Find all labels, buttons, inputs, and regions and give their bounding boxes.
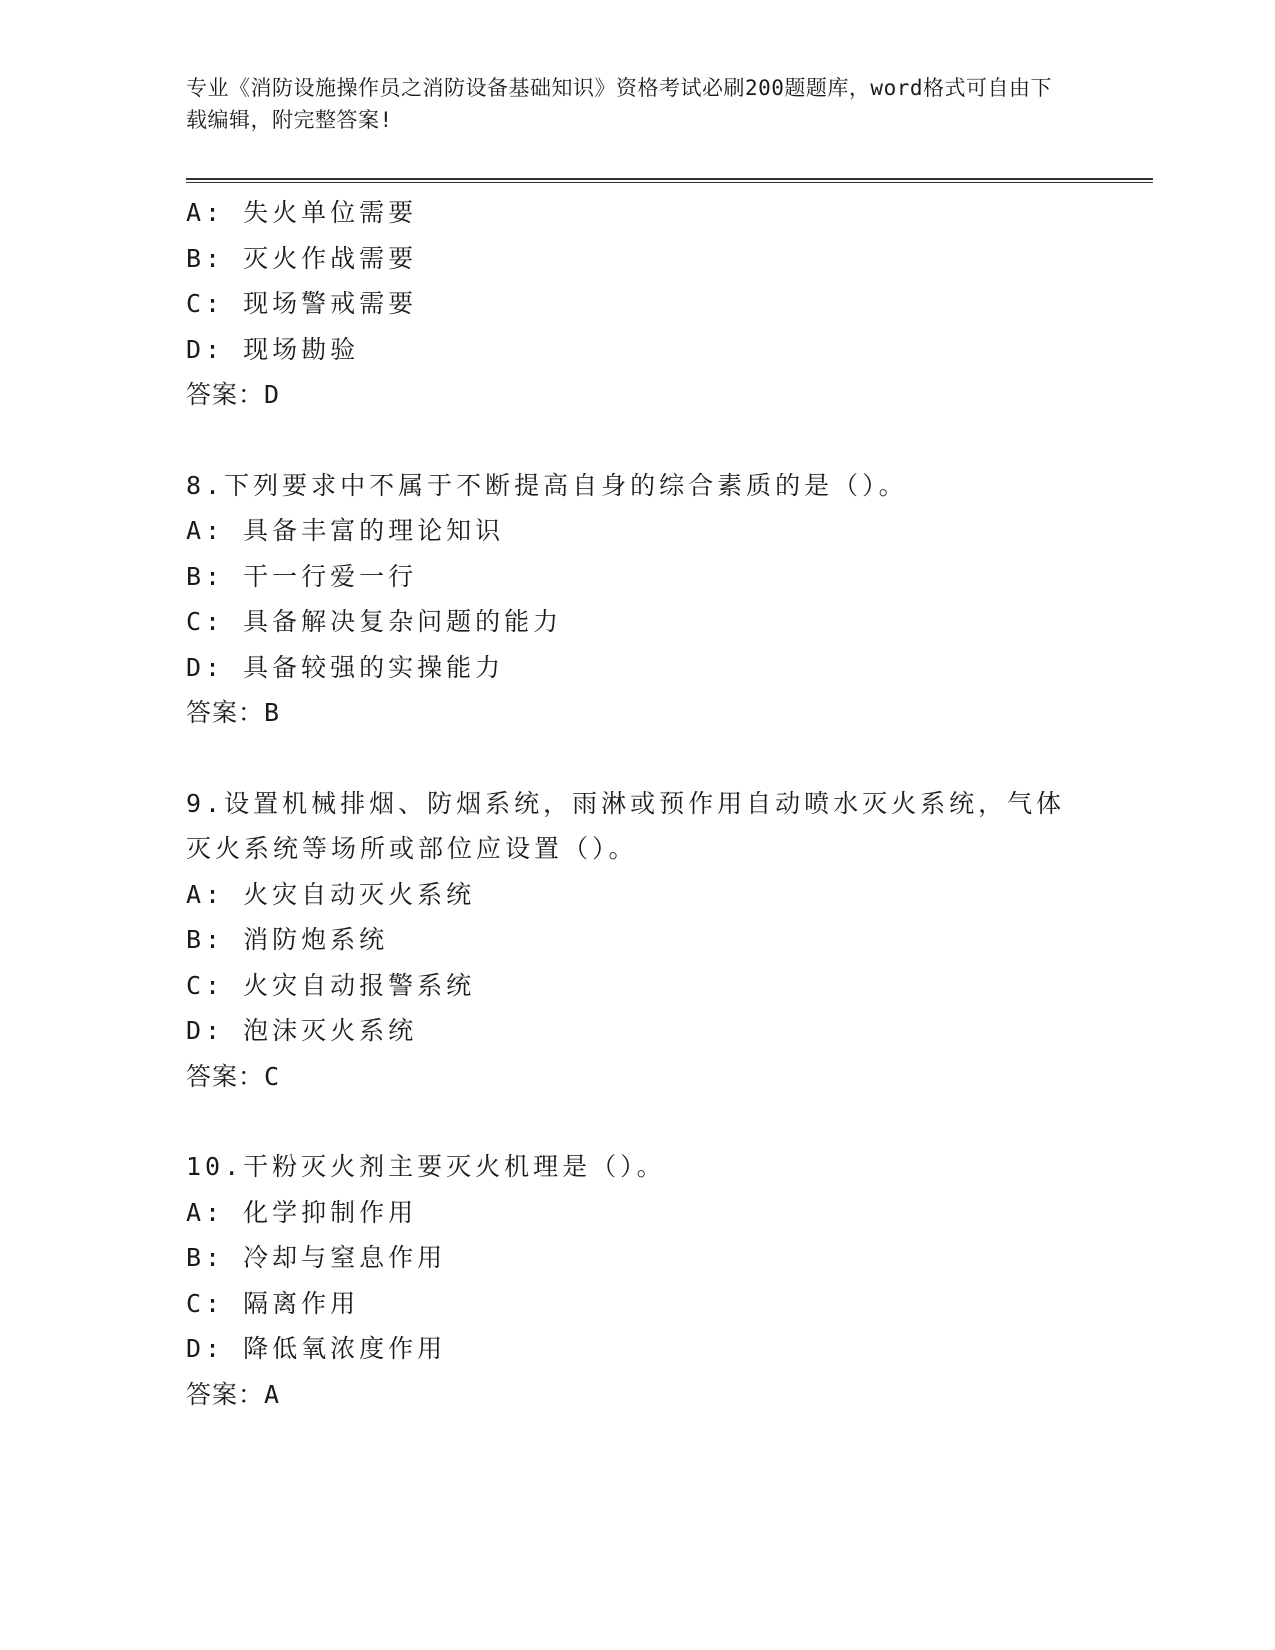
- answer: 答案：D: [186, 380, 281, 409]
- question-7: [186, 190, 1086, 418]
- option-d: D: 降低氧浓度作用: [186, 1334, 447, 1363]
- header-rule-thin: [186, 182, 1153, 183]
- option-b: B: 干一行爱一行: [186, 561, 418, 591]
- option-c: C: 火灾自动报警系统: [186, 970, 476, 1000]
- answer: 答案：C: [186, 1061, 281, 1091]
- option-c: C: 隔离作用: [186, 1288, 360, 1318]
- option-d: D: 现场勘验: [186, 334, 360, 364]
- question-text-line-2: 灭火系统等场所或部位应设置（）。: [186, 834, 638, 863]
- page-header: 专业《消防设施操作员之消防设备基础知识》资格考试必刷200题题库，word格式可自由下载编辑，附完整答案!: [186, 76, 1052, 132]
- question-9: [186, 781, 1086, 1100]
- question-10: [186, 1144, 1086, 1417]
- question-text: 8.下列要求中不属于不断提高自身的综合素质的是（）。: [186, 470, 908, 500]
- question-text: 10.干粉灭火剂主要灭火机理是（）。: [186, 1152, 666, 1181]
- option-a: A: 具备丰富的理论知识: [186, 516, 505, 545]
- option-a: A: 火灾自动灭火系统: [186, 879, 476, 909]
- spacer: [186, 1099, 1086, 1144]
- option-b: B: 消防炮系统: [186, 925, 389, 954]
- option-a: A: 化学抑制作用: [186, 1197, 418, 1227]
- option-b: B: 冷却与窒息作用: [186, 1243, 447, 1272]
- option-c: C: 具备解决复杂问题的能力: [186, 607, 563, 636]
- spacer: [186, 418, 1086, 463]
- question-8: [186, 463, 1086, 736]
- option-c: C: 现场警戒需要: [186, 289, 418, 318]
- option-d: D: 泡沫灭火系统: [186, 1016, 418, 1045]
- answer: 答案：B: [186, 698, 281, 727]
- option-b: B: 灭火作战需要: [186, 243, 418, 273]
- spacer: [186, 736, 1086, 781]
- option-a: A: 失火单位需要: [186, 198, 418, 227]
- answer: 答案：A: [186, 1379, 281, 1409]
- question-list: [186, 190, 1086, 1417]
- header-rule-thick: [186, 178, 1153, 180]
- question-text-line-1: 9.设置机械排烟、防烟系统，雨淋或预作用自动喷水灭火系统，气体: [186, 788, 1066, 818]
- option-d: D: 具备较强的实操能力: [186, 652, 505, 682]
